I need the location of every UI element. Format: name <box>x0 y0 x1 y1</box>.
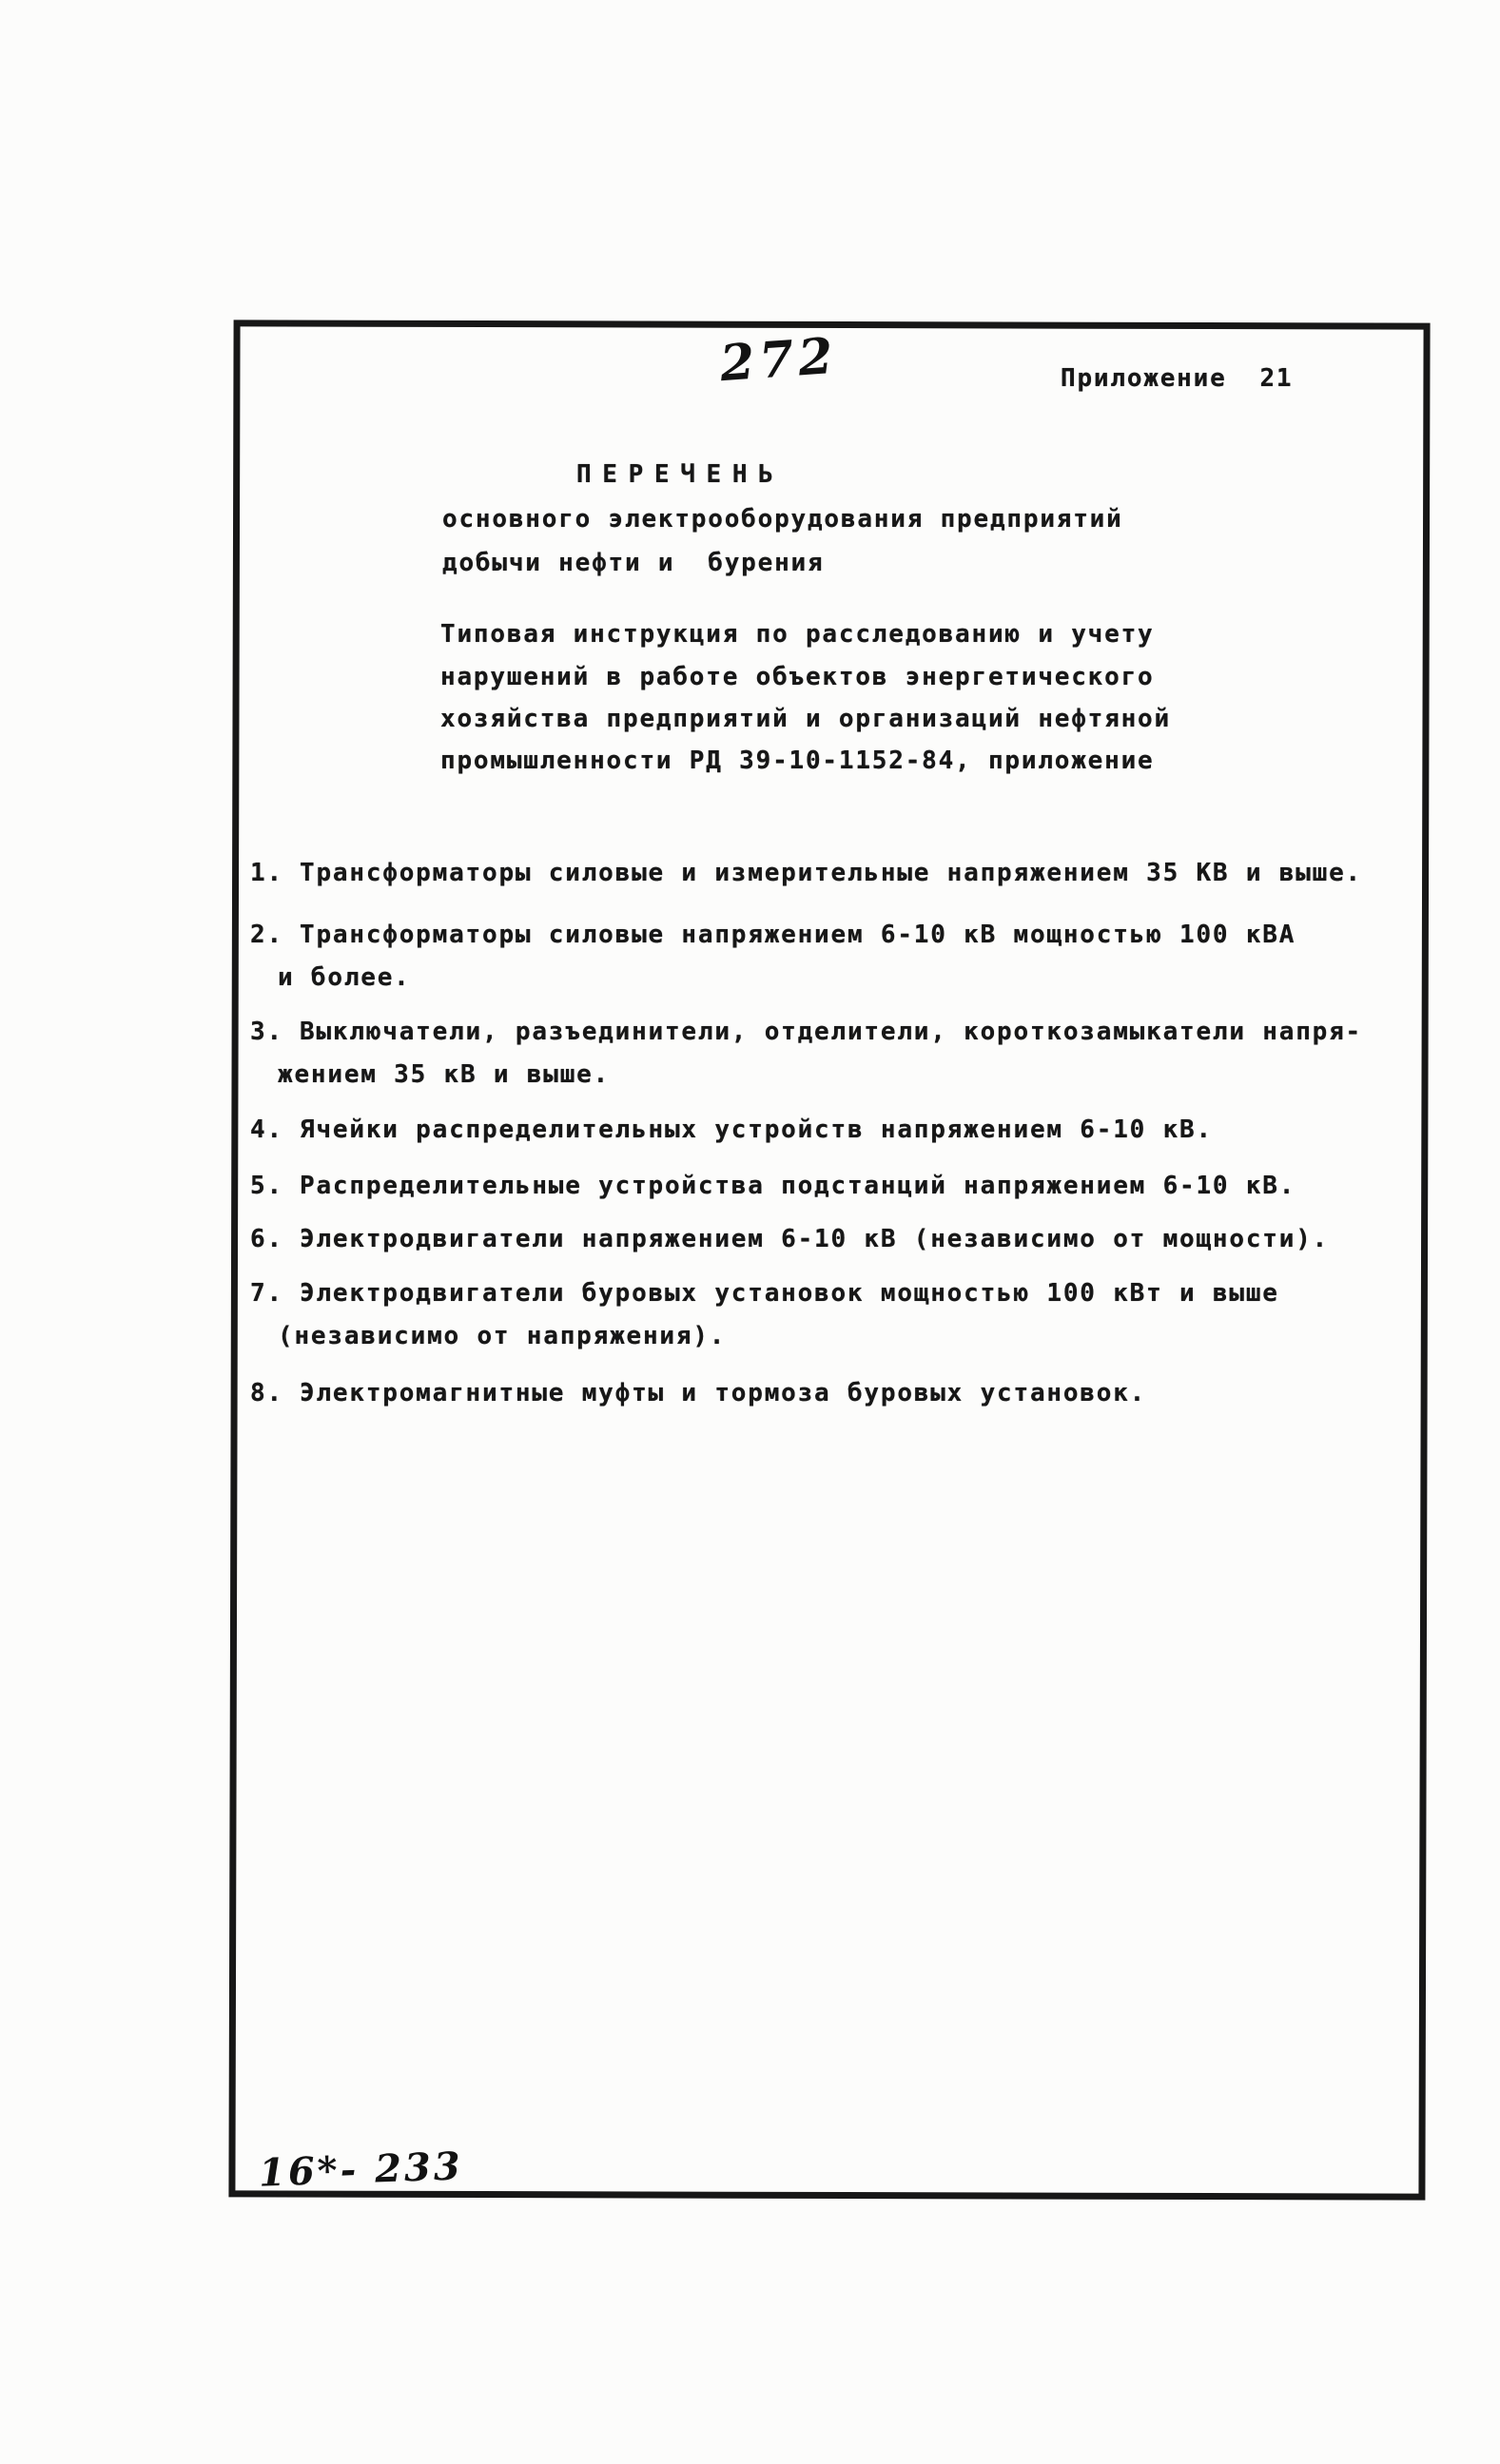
appendix-label: Приложение 21 <box>1061 364 1294 393</box>
list-item-6 <box>250 1225 1329 1254</box>
list-item-2-number: 2. <box>250 921 283 949</box>
list-item-1 <box>250 859 1362 888</box>
list-item-8 <box>250 1379 1146 1408</box>
list-item-1-number: 1. <box>250 859 283 887</box>
list-item-7 <box>250 1279 1279 1309</box>
list-item-5 <box>250 1172 1295 1201</box>
page-border-frame <box>228 320 1430 2200</box>
list-item-5-text: Распределительные устройства подстанций напряжением 6-10 кВ. <box>300 1172 1296 1200</box>
list-item-2-continuation: и более. <box>278 963 411 992</box>
list-item-6-number: 6. <box>250 1225 283 1253</box>
document-title: П Е Р Е Ч Е Н Ь <box>576 460 771 489</box>
list-item-8-text: Электромагнитные муфты и тормоза буровых установок. <box>300 1379 1147 1407</box>
list-item-7-text: Электродвигатели буровых установок мощностью 100 кВт и выше <box>300 1279 1279 1308</box>
list-item-3-continuation: жением 35 кВ и выше. <box>278 1060 611 1089</box>
list-item-5-number: 5. <box>250 1172 283 1200</box>
list-item-3-number: 3. <box>250 1018 283 1046</box>
subtitle-line-2: добычи нефти и бурения <box>442 549 825 577</box>
list-item-8-number: 8. <box>250 1379 283 1407</box>
list-item-4-text: Ячейки распределительных устройств напряжением 6-10 кВ. <box>300 1116 1213 1144</box>
handwritten-page-number: 272 <box>718 326 840 394</box>
list-item-2-text: Трансформаторы силовые напряжением 6-10 кВ мощностью 100 кВА <box>300 921 1296 949</box>
list-item-2 <box>250 921 1295 950</box>
list-item-3 <box>250 1018 1362 1047</box>
list-item-4 <box>250 1116 1213 1145</box>
list-item-4-number: 4. <box>250 1116 283 1144</box>
list-item-7-number: 7. <box>250 1279 283 1308</box>
list-item-6-text: Электродвигатели напряжением 6-10 кВ (независимо от мощности). <box>300 1225 1330 1253</box>
source-reference-line-3: хозяйства предприятий и организаций нефтяной <box>440 705 1171 733</box>
source-reference-line-1: Типовая инструкция по расследованию и учету <box>440 620 1155 649</box>
subtitle-line-1: основного электрооборудования предприятий <box>442 505 1123 534</box>
list-item-3-text: Выключатели, разъединители, отделители, короткозамыкатели напря- <box>300 1018 1363 1046</box>
list-item-7-continuation: (независимо от напряжения). <box>278 1322 727 1350</box>
handwritten-footer-mark: 16*- 233 <box>258 2144 464 2196</box>
list-item-1-text: Трансформаторы силовые и измерительные напряжением 35 КВ и выше. <box>300 859 1363 887</box>
source-reference-line-4: промышленности РД 39-10-1152-84, приложение <box>440 747 1155 775</box>
source-reference-line-2: нарушений в работе объектов энергетического <box>440 663 1155 691</box>
